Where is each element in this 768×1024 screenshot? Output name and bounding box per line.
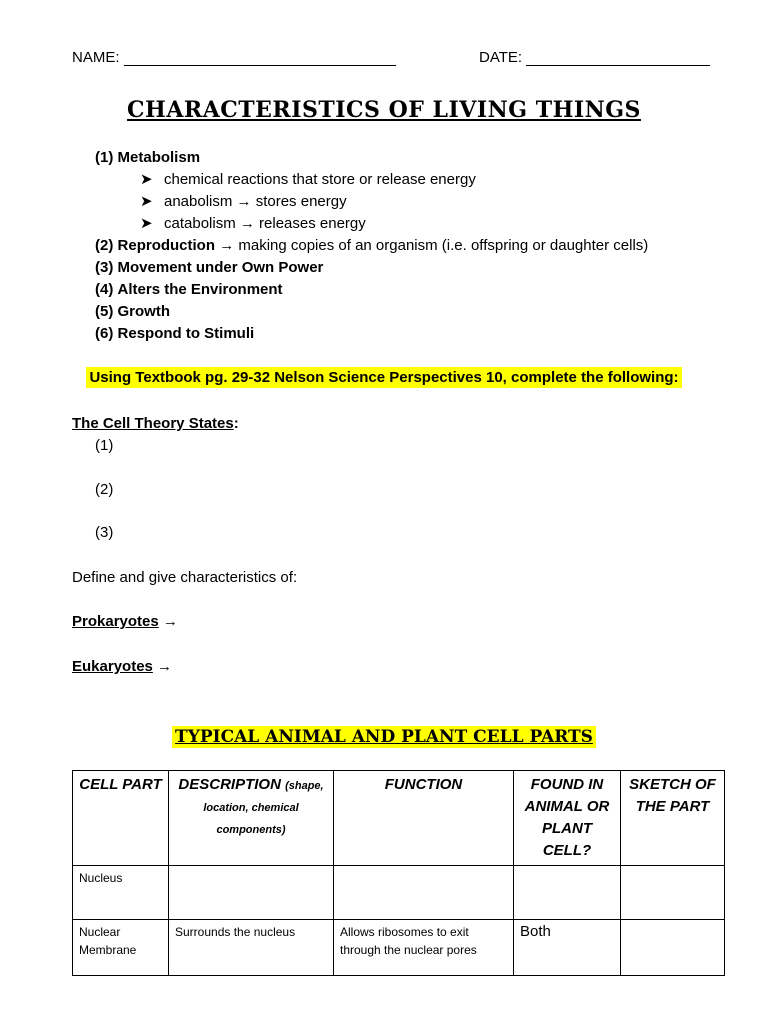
bullet-text: catabolism → releases energy [164,215,366,232]
characteristic-name: Growth [117,303,171,320]
metabolism-bullet [140,191,347,213]
arrow-icon: → [219,237,235,254]
characteristic-number: (6) [95,325,114,342]
cell-description [169,866,334,920]
characteristic-name: Alters the Environment [117,281,283,298]
arrow-icon: → [162,613,178,630]
cell-sketch [621,866,725,920]
cell-theory-item: (2) [95,481,114,498]
date-label: DATE: [479,49,523,66]
cell-theory-item: (1) [95,437,114,454]
prokaryotes-label: Prokaryotes [72,613,159,630]
bullet-text: chemical reactions that store or release energy [164,171,476,188]
characteristic-name: Metabolism [117,149,201,166]
prokaryotes-line [72,611,178,633]
characteristic-number: (4) [95,281,114,298]
cell-sketch [621,920,725,976]
cell-theory-item: (3) [95,524,114,541]
cell-theory-colon: : [233,415,239,432]
characteristic-name: Movement under Own Power [117,259,324,276]
date-field [479,49,710,66]
characteristic-description: making copies of an organism (i.e. offspring or daughter cells) [234,237,649,254]
characteristic-number: (1) [95,149,114,166]
table-header-row [73,771,725,866]
page-title: CHARACTERISTICS OF LIVING THINGS [127,97,641,123]
cell-function: Allows ribosomes to exit through the nuclear pores [334,920,514,976]
characteristic-name: Respond to Stimuli [117,325,255,342]
characteristic-2 [95,235,648,257]
header-description-label: DESCRIPTION [178,776,281,793]
characteristic-3 [95,257,323,279]
header-cell-part: CELL PART [73,771,169,866]
name-field [72,49,396,66]
characteristic-4 [95,279,283,301]
cell-theory-title: The Cell Theory States [72,415,234,432]
cell-parts-table [72,770,725,976]
cell-part: Nucleus [73,866,169,920]
table-row [73,920,725,976]
header-sketch: SKETCH OF THE PART [621,771,725,866]
characteristic-name: Reproduction [117,237,216,254]
table-title: TYPICAL ANIMAL AND PLANT CELL PARTS [172,726,596,748]
cell-found: Both [514,920,621,976]
table-row [73,866,725,920]
define-prompt: Define and give characteristics of: [72,569,298,586]
instruction-text: Using Textbook pg. 29-32 Nelson Science Perspectives 10, complete the following: [86,367,681,388]
eukaryotes-label: Eukaryotes [72,658,153,675]
arrow-bullet-icon: ➤ [140,215,153,232]
metabolism-bullet [140,213,366,235]
cell-function [334,866,514,920]
cell-description: Surrounds the nucleus [169,920,334,976]
arrow-icon: → [157,658,173,675]
eukaryotes-line [72,656,172,678]
metabolism-bullet [140,169,476,191]
cell-theory-heading [72,413,239,435]
header-found-in: FOUND IN ANIMAL OR PLANT CELL? [514,771,621,866]
arrow-bullet-icon: ➤ [140,193,153,210]
characteristic-5 [95,301,170,323]
cell-found [514,866,621,920]
header-function: FUNCTION [334,771,514,866]
header-description [169,771,334,866]
characteristic-1 [95,147,200,169]
characteristic-number: (2) [95,237,114,254]
table-title-line [0,727,768,747]
name-blank [124,65,396,66]
characteristic-number: (5) [95,303,114,320]
arrow-bullet-icon: ➤ [140,171,153,188]
characteristic-number: (3) [95,259,114,276]
header-description-note: (shape, location, chemical components) [203,780,324,836]
characteristic-6 [95,323,254,345]
name-label: NAME: [72,49,120,66]
date-blank [526,65,710,66]
instruction-line [0,369,768,387]
cell-part: Nuclear Membrane [73,920,169,976]
bullet-text: anabolism → stores energy [164,193,347,210]
